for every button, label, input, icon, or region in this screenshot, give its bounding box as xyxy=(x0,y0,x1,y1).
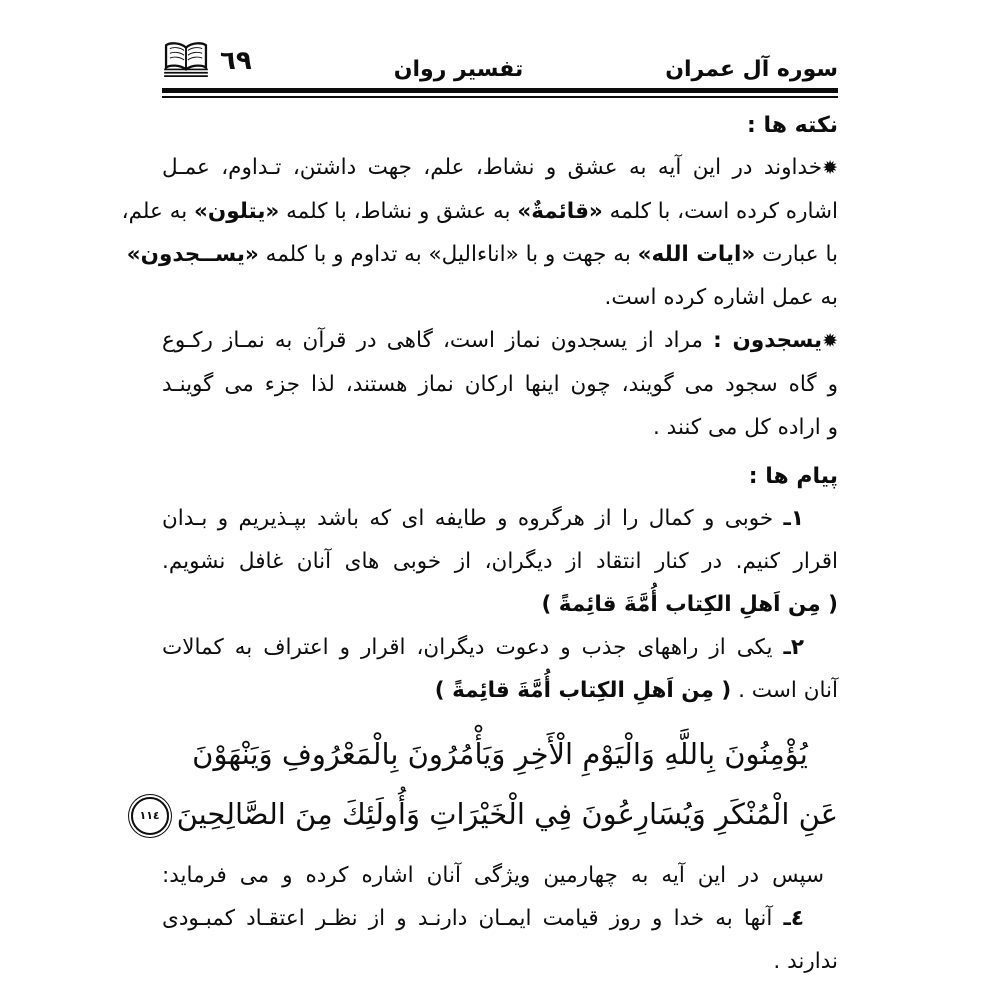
text-segment-bold: «یتلون» xyxy=(194,199,280,224)
text-line xyxy=(162,897,838,940)
text-segment-bold: «ایات الله» xyxy=(637,242,756,267)
message-item-2 xyxy=(162,626,838,712)
text-segment: سپس در این آیه به چهارمین ویژگی آنان اشاره کرده و می فرماید: xyxy=(162,863,824,888)
text-line xyxy=(162,940,838,983)
text-line xyxy=(162,669,838,712)
header-left-group xyxy=(162,40,252,82)
text-segment: عَنِ الْمُنْكَرِ وَيُسَارِعُونَ فِي الْخَيْرَاتِ وَأُولَئِكَ مِنَ الصَّالِحِينَ xyxy=(176,797,838,831)
verse-number-medallion: ١١٤ xyxy=(131,797,169,835)
open-book-icon xyxy=(162,40,210,82)
header-divider-thin xyxy=(162,96,838,98)
item-number: ٤ـ xyxy=(783,906,804,931)
text-segment: به عمل اشاره کرده است. xyxy=(604,285,838,310)
page-header xyxy=(162,42,838,82)
message-item-1 xyxy=(162,497,838,583)
text-segment: و گاه سجود می گویند، چون اینها ارکان نماز هستند، لذا جزء می گوینـد xyxy=(162,372,838,397)
text-segment: خداوند در این آیه به عشق و نشاط، علم، جهت داشتن، تـداوم، عمـل xyxy=(162,155,823,180)
text-segment-bold: یسجدون : xyxy=(713,328,823,353)
text-line xyxy=(126,233,838,276)
item-number: ۱ـ xyxy=(783,506,804,531)
text-segment-bold: «قائمةٌ» xyxy=(517,199,603,224)
quran-verse-block xyxy=(139,724,838,844)
text-segment: اشاره کرده است، با کلمه xyxy=(602,199,838,224)
text-line xyxy=(162,319,838,363)
text-line xyxy=(162,146,838,190)
quran-verse-line: يُؤْمِنُونَ بِاللَّهِ وَالْيَوْمِ الْأَخِرِ وَيَأْمُرُونَ بِالْمَعْرُوفِ وَيَنْهَوْنَ xyxy=(192,737,808,771)
text-segment-bold: «یســجدون» xyxy=(126,242,259,267)
header-book-title: تفسیر روان xyxy=(393,57,524,82)
notes-heading: نکته ها : xyxy=(746,113,838,138)
text-segment: مراد از یسجدون نماز است، گاهی در قرآن به نمـاز رکـوع xyxy=(162,328,714,353)
page-number: ٦٩ xyxy=(220,46,252,76)
header-divider-thick xyxy=(162,88,838,93)
closing-paragraph xyxy=(162,854,838,983)
text-segment: ندارند . xyxy=(773,949,838,974)
text-line xyxy=(162,540,838,583)
text-segment: به علم، xyxy=(121,199,195,224)
text-segment-bold: ( مِن اَهلِ الکِتاب أُمَّةَ قائِمةً ) xyxy=(541,592,838,617)
messages-heading: پیام ها : xyxy=(748,464,838,489)
text-line xyxy=(162,406,838,449)
quran-quote-inline xyxy=(162,583,838,626)
notes-paragraph-1 xyxy=(121,146,838,319)
text-segment: آنها به خدا و روز قیامت ایمـان دارنـد و از نظـر اعتقـاد کمبـودی xyxy=(162,906,784,931)
text-line xyxy=(162,626,838,669)
text-segment: به جهت و با «اناءالیل» به تداوم و با کلمه xyxy=(258,242,638,267)
item-number: ۲ـ xyxy=(783,635,804,660)
text-line xyxy=(162,497,838,540)
text-segment: خوبی و کمال را از هرگروه و طایفه ای که باشد بپـذیریم و بـدان xyxy=(162,506,784,531)
text-segment: آنان است . xyxy=(731,678,838,703)
text-segment: اقرار کنیم. در کنار انتقاد از دیگران، از خوبی های آنان غافل نشویم. xyxy=(162,549,838,574)
text-segment: یکی از راههای جذب و دعوت دیگران، اقرار و اعتراف به کمالات xyxy=(162,635,784,660)
notes-paragraph-2 xyxy=(162,319,838,449)
text-line xyxy=(162,854,838,897)
quran-verse-line xyxy=(139,784,838,844)
text-segment: با عبارت xyxy=(755,242,838,267)
header-section-title: سوره آل عمران xyxy=(665,57,838,82)
text-segment: و اراده کل می کنند . xyxy=(652,415,838,440)
text-line xyxy=(121,190,838,233)
text-segment: به عشق و نشاط، با کلمه xyxy=(279,199,518,224)
text-line xyxy=(162,276,838,319)
flower-bullet-icon: ✹ xyxy=(822,330,838,352)
flower-bullet-icon: ✹ xyxy=(822,157,838,179)
text-segment-bold: ( مِن اَهلِ الکِتاب أُمَّةَ قائِمةً ) xyxy=(434,678,732,703)
text-line xyxy=(162,363,838,406)
